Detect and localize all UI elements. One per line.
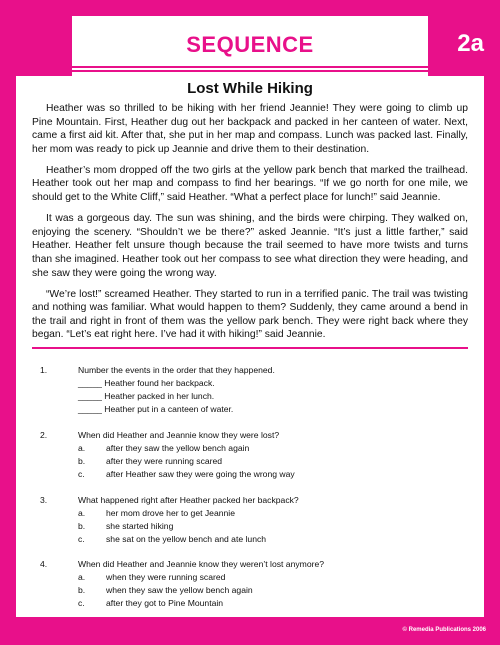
option-letter: c. — [78, 469, 85, 479]
question-text: When did Heather and Jeannie know they were lost? — [78, 430, 280, 440]
answer-option[interactable] — [78, 572, 225, 582]
option-letter: a. — [78, 572, 86, 582]
option-text: after they got to Pine Mountain — [106, 598, 224, 608]
story-text — [32, 102, 468, 350]
question-number: 3. — [40, 495, 48, 505]
option-text: when they saw the yellow bench again — [106, 585, 253, 595]
option-letter: b. — [78, 521, 86, 531]
answer-option[interactable] — [78, 443, 249, 453]
section-title: SEQUENCE — [186, 32, 314, 57]
answer-blank[interactable]: _____ — [78, 378, 102, 388]
answer-option[interactable] — [78, 521, 173, 531]
story-paragraph: Heather was so thrilled to be hiking with her friend Jeannie! They were going to climb up Pine Mountain. First, Heather dug out her backpack and packed in her canteen of water. Next, came a first aid kit. After that, she put in her map and compass. Lunch was packed last. Finally, her mom was ready to pick up Jeannie and drive them to their destination. — [32, 103, 468, 155]
option-letter: a. — [78, 508, 86, 518]
option-text: after Heather saw they were going the wrong way — [106, 469, 295, 479]
option-text: she started hiking — [106, 521, 174, 531]
answer-blank[interactable]: _____ — [78, 404, 102, 414]
page-badge: 2a — [457, 30, 484, 57]
option-text: when they were running scared — [106, 572, 226, 582]
question-text: When did Heather and Jeannie know they weren’t lost anymore? — [78, 559, 325, 569]
answer-option[interactable] — [78, 456, 222, 466]
question-number: 2. — [40, 430, 48, 440]
header-rule-bottom — [72, 70, 428, 72]
sequence-item-text: Heather packed in her lunch. — [104, 391, 215, 401]
option-letter: b. — [78, 585, 86, 595]
worksheet-card — [16, 76, 484, 617]
option-letter: c. — [78, 598, 85, 608]
sequence-item — [78, 404, 233, 414]
section-divider — [32, 347, 468, 349]
answer-option[interactable] — [78, 534, 266, 544]
option-letter: c. — [78, 534, 85, 544]
sequence-item-text: Heather put in a canteen of water. — [104, 404, 234, 414]
header-rule-top — [72, 66, 428, 68]
option-text: she sat on the yellow bench and ate lunch — [106, 534, 267, 544]
answer-option[interactable] — [78, 508, 235, 518]
question-number: 4. — [40, 559, 48, 569]
answer-option[interactable] — [78, 598, 223, 608]
question-text: Number the events in the order that they happened. — [78, 365, 275, 375]
story-title: Lost While Hiking — [187, 80, 313, 97]
story-paragraph: It was a gorgeous day. The sun was shining, and the birds were chirping. They walked on, enjoying the scenery. “Shouldn’t we be there?” asked Jeannie. “It’s just a little farther,” said Heather. Heather felt unsure though because the trail seemed to have more twists and turns than she imagined. Heather took out her compass to see what direction they were heading, and she saw they were going the wrong way. — [32, 213, 468, 279]
question-text: What happened right after Heather packed her backpack? — [78, 495, 299, 505]
answer-option[interactable] — [78, 469, 295, 479]
sequence-item — [78, 391, 214, 401]
option-letter: a. — [78, 443, 86, 453]
option-letter: b. — [78, 456, 86, 466]
copyright-notice: © Remedia Publications 2006 — [402, 627, 486, 633]
story-paragraph: Heather’s mom dropped off the two girls at the yellow park bench that marked the trailhead. Heather took out her map and compass to find her bearings. “If we go north for one mile, we should get to the White Cliff,” said Heather. “What a perfect place for lunch!” said Jeannie. — [32, 164, 468, 204]
sequence-item — [78, 378, 215, 388]
question-number: 1. — [40, 365, 48, 375]
answer-blank[interactable]: _____ — [78, 391, 102, 401]
option-text: her mom drove her to get Jeannie — [106, 508, 235, 518]
header-panel — [72, 16, 428, 76]
answer-option[interactable] — [78, 585, 253, 595]
option-text: after they saw the yellow bench again — [106, 443, 250, 453]
option-text: after they were running scared — [106, 456, 223, 466]
sequence-item-text: Heather found her backpack. — [104, 378, 215, 388]
story-paragraph: “We’re lost!” screamed Heather. They started to run in a terrified panic. The trail was twisting and nothing was familiar. What would happen to them? Suddenly, they came around a bend in the trail and right in front of them was the yellow park bench. They were right back where they began. “Let’s eat right here. I’ve had it with hiking!” said Jeannie. — [32, 288, 468, 341]
